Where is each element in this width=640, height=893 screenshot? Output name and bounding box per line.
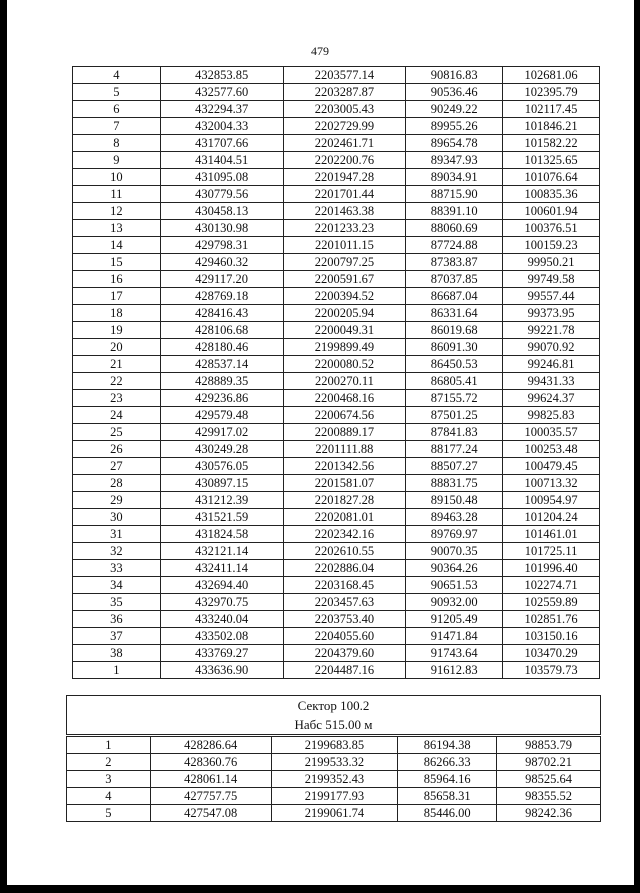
table-cell: 100376.51	[503, 220, 600, 237]
table-cell: 27	[73, 458, 161, 475]
table-cell: 89150.48	[406, 492, 503, 509]
table-cell: 86450.53	[406, 356, 503, 373]
table-cell: 432694.40	[160, 577, 283, 594]
coordinates-table	[72, 66, 600, 679]
table-cell: 90932.00	[406, 594, 503, 611]
table-cell: 2200394.52	[283, 288, 406, 305]
table-cell: 428416.43	[160, 305, 283, 322]
table-cell: 30	[73, 509, 161, 526]
table-cell: 432577.60	[160, 84, 283, 101]
table-cell: 37	[73, 628, 161, 645]
table-cell: 430779.56	[160, 186, 283, 203]
table-cell: 99557.44	[503, 288, 600, 305]
table-cell: 2201111.88	[283, 441, 406, 458]
table-cell: 91612.83	[406, 662, 503, 679]
table-row	[73, 373, 600, 390]
table-cell: 21	[73, 356, 161, 373]
table-row	[73, 560, 600, 577]
table-cell: 99246.81	[503, 356, 600, 373]
table-cell: 2202200.76	[283, 152, 406, 169]
table-cell: 98702.21	[497, 754, 601, 771]
table-cell: 99624.37	[503, 390, 600, 407]
table-cell: 1	[73, 662, 161, 679]
sector-title: Сектор 100.2	[297, 698, 370, 713]
table-cell: 101076.64	[503, 169, 600, 186]
table-cell: 15	[73, 254, 161, 271]
table-cell: 90651.53	[406, 577, 503, 594]
table-cell: 90816.83	[406, 67, 503, 84]
table-cell: 90364.26	[406, 560, 503, 577]
table-cell: 32	[73, 543, 161, 560]
table-row	[73, 186, 600, 203]
table-cell: 99749.58	[503, 271, 600, 288]
table-cell: 102117.45	[503, 101, 600, 118]
table-cell: 101582.22	[503, 135, 600, 152]
table-cell: 89654.78	[406, 135, 503, 152]
table-row	[73, 339, 600, 356]
table-cell: 432970.75	[160, 594, 283, 611]
table-cell: 2201011.15	[283, 237, 406, 254]
sector-header	[66, 695, 601, 735]
table-cell: 3	[67, 771, 151, 788]
table-cell: 85658.31	[398, 788, 497, 805]
table-cell: 428889.35	[160, 373, 283, 390]
table-cell: 98242.36	[497, 805, 601, 822]
table-row	[73, 288, 600, 305]
table-cell: 101996.40	[503, 560, 600, 577]
table-cell: 2200797.25	[283, 254, 406, 271]
table-cell: 87841.83	[406, 424, 503, 441]
table-row	[73, 237, 600, 254]
table-cell: 87724.88	[406, 237, 503, 254]
table-cell: 29	[73, 492, 161, 509]
table-cell: 90070.35	[406, 543, 503, 560]
table-cell: 432294.37	[160, 101, 283, 118]
table-cell: 98525.64	[497, 771, 601, 788]
table-cell: 2199352.43	[271, 771, 398, 788]
table-cell: 2204487.16	[283, 662, 406, 679]
table-cell: 86091.30	[406, 339, 503, 356]
table-cell: 2203753.40	[283, 611, 406, 628]
table-cell: 10	[73, 169, 161, 186]
table-cell: 4	[73, 67, 161, 84]
table-cell: 103579.73	[503, 662, 600, 679]
table-cell: 101204.24	[503, 509, 600, 526]
table-cell: 17	[73, 288, 161, 305]
table-row	[73, 611, 600, 628]
table-row	[73, 84, 600, 101]
table-cell: 12	[73, 203, 161, 220]
table-cell: 16	[73, 271, 161, 288]
table-cell: 99431.33	[503, 373, 600, 390]
table-cell: 2202461.71	[283, 135, 406, 152]
scan-edge-left	[0, 0, 7, 893]
table-cell: 427547.08	[150, 805, 271, 822]
table-cell: 431824.58	[160, 526, 283, 543]
table-cell: 87383.87	[406, 254, 503, 271]
table-cell: 19	[73, 322, 161, 339]
table-row	[73, 305, 600, 322]
table-cell: 2200205.94	[283, 305, 406, 322]
table-cell: 86194.38	[398, 737, 497, 754]
table-cell: 2199683.85	[271, 737, 398, 754]
table-cell: 2204379.60	[283, 645, 406, 662]
table-row	[73, 662, 600, 679]
table-cell: 26	[73, 441, 161, 458]
table-cell: 5	[73, 84, 161, 101]
table-cell: 432121.14	[160, 543, 283, 560]
table-cell: 102395.79	[503, 84, 600, 101]
table-cell: 85964.16	[398, 771, 497, 788]
table-cell: 91471.84	[406, 628, 503, 645]
table-row	[73, 628, 600, 645]
table-cell: 88060.69	[406, 220, 503, 237]
table-row	[73, 118, 600, 135]
table-cell: 432004.33	[160, 118, 283, 135]
table-cell: 23	[73, 390, 161, 407]
table-cell: 2203005.43	[283, 101, 406, 118]
table-cell: 2202729.99	[283, 118, 406, 135]
table-cell: 102851.76	[503, 611, 600, 628]
table-row	[67, 805, 601, 822]
table-cell: 87501.25	[406, 407, 503, 424]
table-cell: 24	[73, 407, 161, 424]
table-row	[73, 322, 600, 339]
table-cell: 89034.91	[406, 169, 503, 186]
table-cell: 2202342.16	[283, 526, 406, 543]
table-cell: 433240.04	[160, 611, 283, 628]
table-cell: 432411.14	[160, 560, 283, 577]
table-cell: 2199533.32	[271, 754, 398, 771]
table-cell: 101325.65	[503, 152, 600, 169]
table-cell: 2203287.87	[283, 84, 406, 101]
table-cell: 36	[73, 611, 161, 628]
table-cell: 100253.48	[503, 441, 600, 458]
table-cell: 99221.78	[503, 322, 600, 339]
table-cell: 2201342.56	[283, 458, 406, 475]
table-cell: 88177.24	[406, 441, 503, 458]
table-row	[73, 67, 600, 84]
table-cell: 2201947.28	[283, 169, 406, 186]
table-cell: 5	[67, 805, 151, 822]
table-cell: 100035.57	[503, 424, 600, 441]
table-cell: 429579.48	[160, 407, 283, 424]
table-cell: 2203577.14	[283, 67, 406, 84]
table-cell: 103470.29	[503, 645, 600, 662]
table-cell: 102559.89	[503, 594, 600, 611]
table-cell: 2199899.49	[283, 339, 406, 356]
table-cell: 86019.68	[406, 322, 503, 339]
table-cell: 87155.72	[406, 390, 503, 407]
table-cell: 87037.85	[406, 271, 503, 288]
table-cell: 98853.79	[497, 737, 601, 754]
table-cell: 14	[73, 237, 161, 254]
table-row	[73, 645, 600, 662]
table-cell: 90536.46	[406, 84, 503, 101]
table-cell: 2200889.17	[283, 424, 406, 441]
table-cell: 88507.27	[406, 458, 503, 475]
table-cell: 6	[73, 101, 161, 118]
table-row	[73, 441, 600, 458]
sector-coordinates-table	[66, 736, 601, 822]
table-cell: 31	[73, 526, 161, 543]
table-cell: 428360.76	[150, 754, 271, 771]
table-cell: 2201701.44	[283, 186, 406, 203]
table-cell: 2199061.74	[271, 805, 398, 822]
table-cell: 429117.20	[160, 271, 283, 288]
table-cell: 98355.52	[497, 788, 601, 805]
table-cell: 428061.14	[150, 771, 271, 788]
table-cell: 2201233.23	[283, 220, 406, 237]
table-cell: 100713.32	[503, 475, 600, 492]
table-cell: 431212.39	[160, 492, 283, 509]
table-row	[73, 203, 600, 220]
table-cell: 90249.22	[406, 101, 503, 118]
table-row	[73, 254, 600, 271]
table-cell: 101461.01	[503, 526, 600, 543]
table-cell: 85446.00	[398, 805, 497, 822]
table-row	[73, 390, 600, 407]
table-cell: 430130.98	[160, 220, 283, 237]
table-cell: 34	[73, 577, 161, 594]
table-cell: 22	[73, 373, 161, 390]
table-cell: 2200468.16	[283, 390, 406, 407]
table-cell: 86687.04	[406, 288, 503, 305]
table-row	[73, 135, 600, 152]
table-cell: 2201463.38	[283, 203, 406, 220]
table-cell: 432853.85	[160, 67, 283, 84]
table-cell: 100835.36	[503, 186, 600, 203]
table-cell: 89463.28	[406, 509, 503, 526]
table-cell: 431707.66	[160, 135, 283, 152]
table-cell: 429236.86	[160, 390, 283, 407]
table-row	[73, 424, 600, 441]
table-row	[73, 356, 600, 373]
table-cell: 1	[67, 737, 151, 754]
table-cell: 102681.06	[503, 67, 600, 84]
table-cell: 103150.16	[503, 628, 600, 645]
table-cell: 99825.83	[503, 407, 600, 424]
table-cell: 88391.10	[406, 203, 503, 220]
table-cell: 2200591.67	[283, 271, 406, 288]
table-cell: 431095.08	[160, 169, 283, 186]
table-cell: 433769.27	[160, 645, 283, 662]
table-cell: 25	[73, 424, 161, 441]
table-row	[73, 271, 600, 288]
table-row	[73, 492, 600, 509]
table-row	[73, 220, 600, 237]
table-cell: 429798.31	[160, 237, 283, 254]
table-cell: 100601.94	[503, 203, 600, 220]
table-cell: 429917.02	[160, 424, 283, 441]
table-cell: 2203168.45	[283, 577, 406, 594]
table-cell: 433502.08	[160, 628, 283, 645]
table-cell: 2201827.28	[283, 492, 406, 509]
scan-edge-right	[634, 0, 640, 893]
table-cell: 2202886.04	[283, 560, 406, 577]
table-cell: 430458.13	[160, 203, 283, 220]
table-cell: 430249.28	[160, 441, 283, 458]
table-cell: 428537.14	[160, 356, 283, 373]
table-cell: 2202081.01	[283, 509, 406, 526]
table-cell: 38	[73, 645, 161, 662]
table-cell: 89769.97	[406, 526, 503, 543]
table-cell: 91743.64	[406, 645, 503, 662]
table-cell: 8	[73, 135, 161, 152]
table-cell: 2200080.52	[283, 356, 406, 373]
table-cell: 428286.64	[150, 737, 271, 754]
table-cell: 2200674.56	[283, 407, 406, 424]
table-cell: 430576.05	[160, 458, 283, 475]
table-cell: 88831.75	[406, 475, 503, 492]
table-row	[67, 754, 601, 771]
table-cell: 86331.64	[406, 305, 503, 322]
table-row	[73, 577, 600, 594]
table-cell: 101725.11	[503, 543, 600, 560]
table-cell: 35	[73, 594, 161, 611]
table-cell: 433636.90	[160, 662, 283, 679]
table-cell: 431404.51	[160, 152, 283, 169]
table-row	[73, 509, 600, 526]
table-cell: 100159.23	[503, 237, 600, 254]
table-cell: 99950.21	[503, 254, 600, 271]
table-cell: 100479.45	[503, 458, 600, 475]
table-row	[73, 458, 600, 475]
table-cell: 428106.68	[160, 322, 283, 339]
table-cell: 99373.95	[503, 305, 600, 322]
table-cell: 431521.59	[160, 509, 283, 526]
table-cell: 20	[73, 339, 161, 356]
table-cell: 86266.33	[398, 754, 497, 771]
table-row	[73, 526, 600, 543]
table-row	[67, 788, 601, 805]
sector-subtitle: Набс 515.00 м	[294, 717, 373, 732]
table-cell: 428769.18	[160, 288, 283, 305]
table-cell: 101846.21	[503, 118, 600, 135]
table-cell: 2203457.63	[283, 594, 406, 611]
table-row	[73, 475, 600, 492]
table-row	[73, 101, 600, 118]
table-cell: 13	[73, 220, 161, 237]
table-cell: 100954.97	[503, 492, 600, 509]
table-cell: 86805.41	[406, 373, 503, 390]
table-cell: 91205.49	[406, 611, 503, 628]
table-row	[73, 594, 600, 611]
table-cell: 2204055.60	[283, 628, 406, 645]
table-row	[73, 407, 600, 424]
table-cell: 427757.75	[150, 788, 271, 805]
table-cell: 89347.93	[406, 152, 503, 169]
table-cell: 7	[73, 118, 161, 135]
table-cell: 89955.26	[406, 118, 503, 135]
table-cell: 2	[67, 754, 151, 771]
table-cell: 2200049.31	[283, 322, 406, 339]
table-cell: 2201581.07	[283, 475, 406, 492]
scan-edge-bottom	[0, 885, 640, 893]
table-cell: 11	[73, 186, 161, 203]
table-row	[67, 771, 601, 788]
table-row	[73, 543, 600, 560]
table-cell: 2200270.11	[283, 373, 406, 390]
table-cell: 429460.32	[160, 254, 283, 271]
table-cell: 430897.15	[160, 475, 283, 492]
table-cell: 99070.92	[503, 339, 600, 356]
table-row	[73, 152, 600, 169]
table-cell: 9	[73, 152, 161, 169]
table-cell: 2202610.55	[283, 543, 406, 560]
table-cell: 28	[73, 475, 161, 492]
table-cell: 88715.90	[406, 186, 503, 203]
table-cell: 102274.71	[503, 577, 600, 594]
table-cell: 33	[73, 560, 161, 577]
table-cell: 428180.46	[160, 339, 283, 356]
table-row	[73, 169, 600, 186]
table-row	[67, 737, 601, 754]
table-cell: 2199177.93	[271, 788, 398, 805]
table-cell: 18	[73, 305, 161, 322]
page-number: 479	[311, 44, 329, 58]
table-cell: 4	[67, 788, 151, 805]
